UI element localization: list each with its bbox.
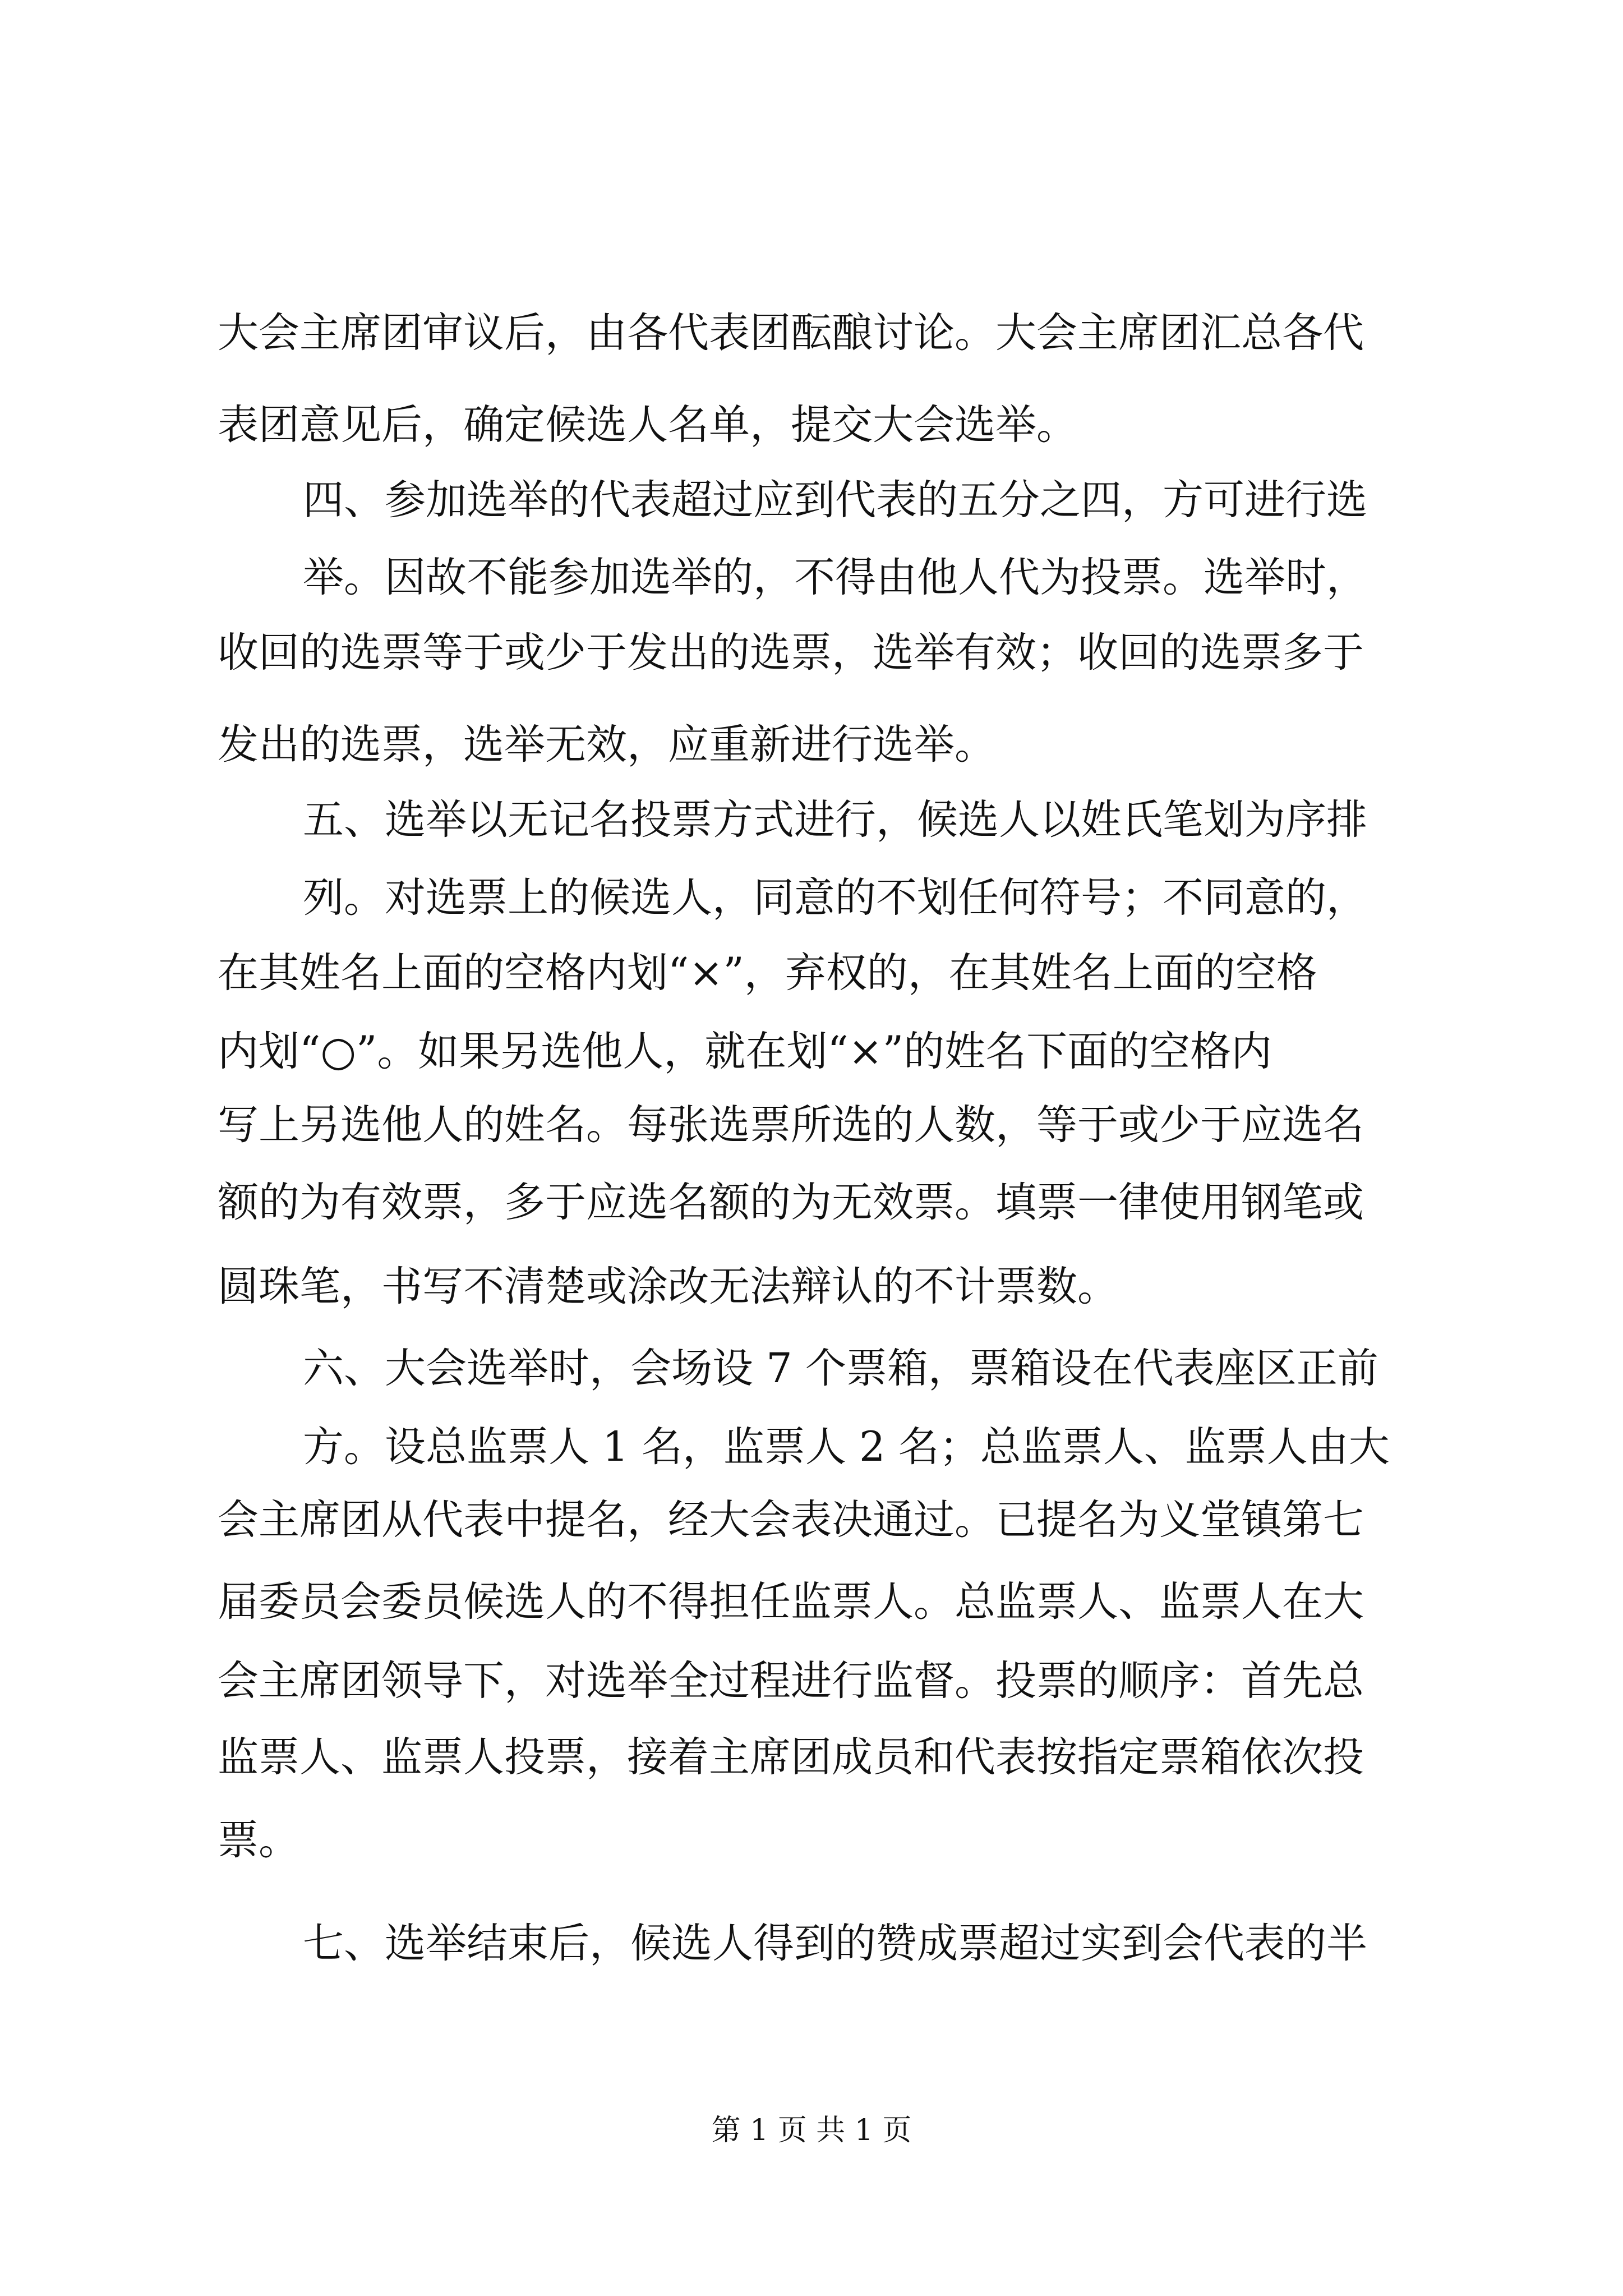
text-line: 会主席团从代表中提名，经大会表决通过。已提名为义堂镇第七 (218, 1496, 1364, 1544)
text-line: 五、选举以无记名投票方式进行，候选人以姓氏笔划为序排 (303, 796, 1367, 844)
text-line: 六、大会选举时，会场设 7 个票箱，票箱设在代表座区正前 (303, 1345, 1378, 1392)
text-line: 票。 (218, 1816, 299, 1864)
text-line: 举。因故不能参加选举的，不得由他人代为投票。选举时， (303, 554, 1367, 601)
text-line: 监票人、监票人投票，接着主席团成员和代表按指定票箱依次投 (218, 1733, 1364, 1781)
text-line: 写上另选他人的姓名。每张选票所选的人数，等于或少于应选名 (218, 1101, 1364, 1149)
text-line: 收回的选票等于或少于发出的选票，选举有效；收回的选票多于 (218, 629, 1364, 677)
text-line: 七、选举结束后，候选人得到的赞成票超过实到会代表的半 (303, 1920, 1367, 1967)
text-line: 大会主席团审议后，由各代表团酝酿讨论。大会主席团汇总各代 (218, 309, 1364, 357)
text-line: 方。设总监票人 1 名，监票人 2 名；总监票人、监票人由大 (303, 1423, 1390, 1471)
text-line: 会主席团领导下，对选举全过程进行监督。投票的顺序：首先总 (218, 1657, 1364, 1705)
page-number-footer: 第 1 页 共 1 页 (711, 2114, 912, 2147)
text-line: 额的为有效票，多于应选名额的为无效票。填票一律使用钢笔或 (218, 1179, 1364, 1226)
text-line: 在其姓名上面的空格内划“×”，弃权的，在其姓名上面的空格 (218, 949, 1317, 997)
text-line: 内划“○”。如果另选他人，就在划“×”的姓名下面的空格内 (218, 1028, 1272, 1075)
text-line: 表团意见后，确定候选人名单，提交大会选举。 (218, 401, 1077, 449)
text-line: 发出的选票，选举无效，应重新进行选举。 (218, 721, 995, 769)
text-line: 届委员会委员候选人的不得担任监票人。总监票人、监票人在大 (218, 1578, 1364, 1626)
text-line: 列。对选票上的候选人，同意的不划任何符号；不同意的， (303, 874, 1367, 922)
text-line: 四、参加选举的代表超过应到代表的五分之四，方可进行选 (303, 476, 1367, 524)
text-line: 圆珠笔，书写不清楚或涂改无法辩认的不计票数。 (218, 1263, 1118, 1310)
